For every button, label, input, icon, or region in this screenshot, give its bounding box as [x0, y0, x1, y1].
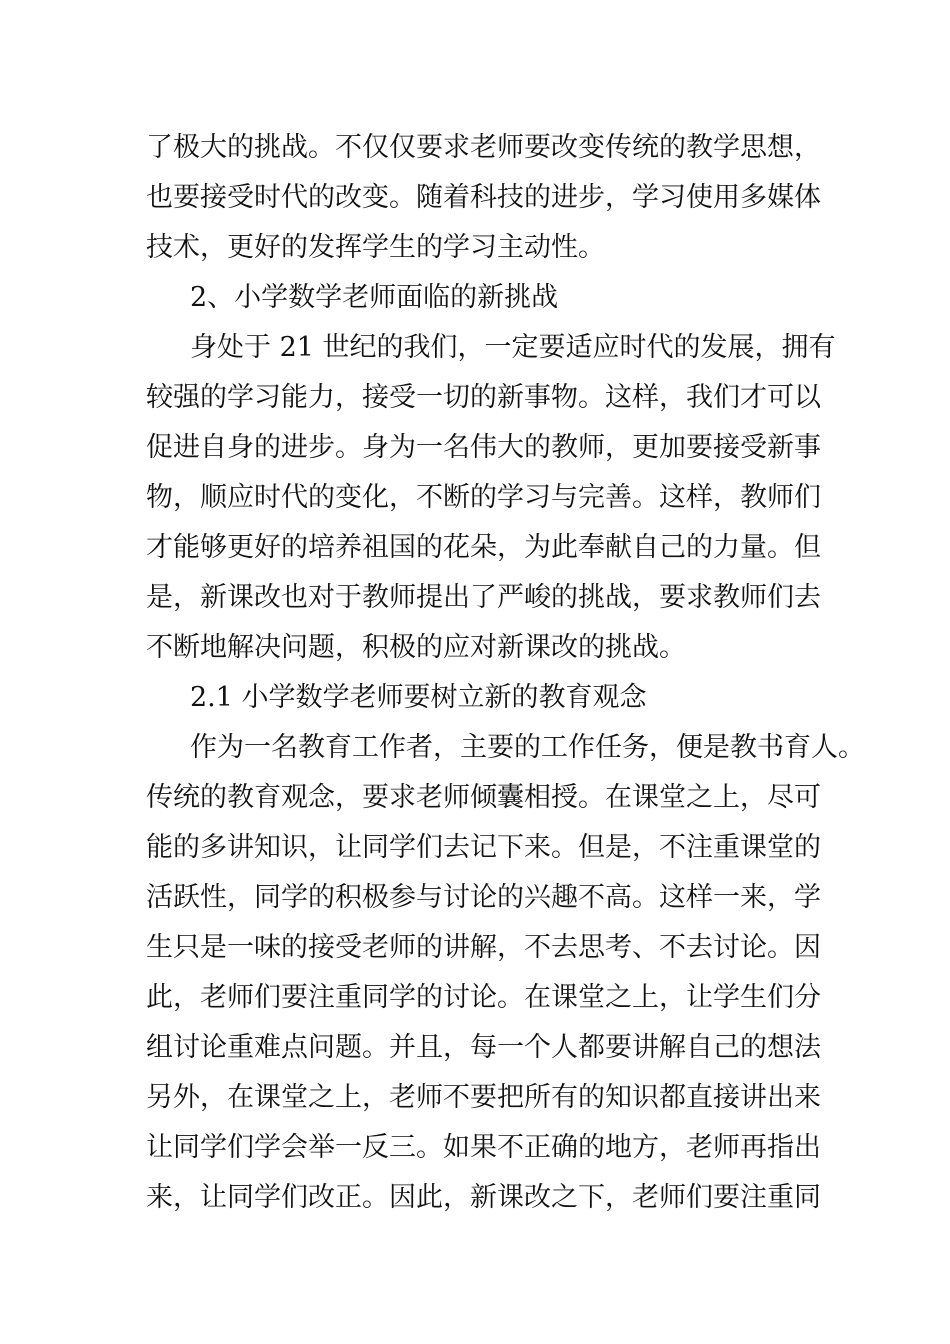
paragraph-line: 生只是一味的接受老师的讲解，不去思考、不去讨论。因 — [146, 932, 821, 963]
paragraph-line: 不断地解决问题，积极的应对新课改的挑战。 — [146, 632, 686, 663]
paragraph-line: 较强的学习能力，接受一切的新事物。这样，我们才可以 — [146, 382, 821, 413]
paragraph-line: 是，新课改也对于教师提出了严峻的挑战，要求教师们去 — [146, 582, 821, 613]
paragraph-line: 让同学们学会举一反三。如果不正确的地方，老师再指出 — [146, 1132, 821, 1163]
paragraph-line: 作为一名教育工作者，主要的工作任务，便是教书育人。 — [190, 732, 865, 763]
paragraph-line: 身处于 21 世纪的我们，一定要适应时代的发展，拥有 — [190, 332, 836, 363]
subsection-heading: 2.1 小学数学老师要树立新的教育观念 — [190, 682, 647, 713]
paragraph-line: 另外，在课堂之上，老师不要把所有的知识都直接讲出来 — [146, 1082, 821, 1113]
section-heading: 2、小学数学老师面临的新挑战 — [190, 282, 559, 313]
paragraph-line: 能的多讲知识，让同学们去记下来。但是，不注重课堂的 — [146, 832, 821, 863]
paragraph-line: 组讨论重难点问题。并且，每一个人都要讲解自己的想法 — [146, 1032, 821, 1063]
paragraph-line: 了极大的挑战。不仅仅要求老师要改变传统的教学思想， — [146, 132, 821, 163]
paragraph-line: 技术，更好的发挥学生的学习主动性。 — [146, 232, 605, 263]
paragraph-line: 促进自身的进步。身为一名伟大的教师，更加要接受新事 — [146, 432, 821, 463]
paragraph-line: 活跃性，同学的积极参与讨论的兴趣不高。这样一来，学 — [146, 882, 821, 913]
paragraph-line: 传统的教育观念，要求老师倾囊相授。在课堂之上，尽可 — [146, 782, 821, 813]
paragraph-line: 也要接受时代的改变。随着科技的进步，学习使用多媒体 — [146, 182, 821, 213]
paragraph-line: 才能够更好的培养祖国的花朵，为此奉献自己的力量。但 — [146, 532, 821, 563]
paragraph-line: 物，顺应时代的变化，不断的学习与完善。这样，教师们 — [146, 482, 821, 513]
paragraph-line: 来，让同学们改正。因此，新课改之下，老师们要注重同 — [146, 1182, 821, 1213]
paragraph-line: 此，老师们要注重同学的讨论。在课堂之上，让学生们分 — [146, 982, 821, 1013]
